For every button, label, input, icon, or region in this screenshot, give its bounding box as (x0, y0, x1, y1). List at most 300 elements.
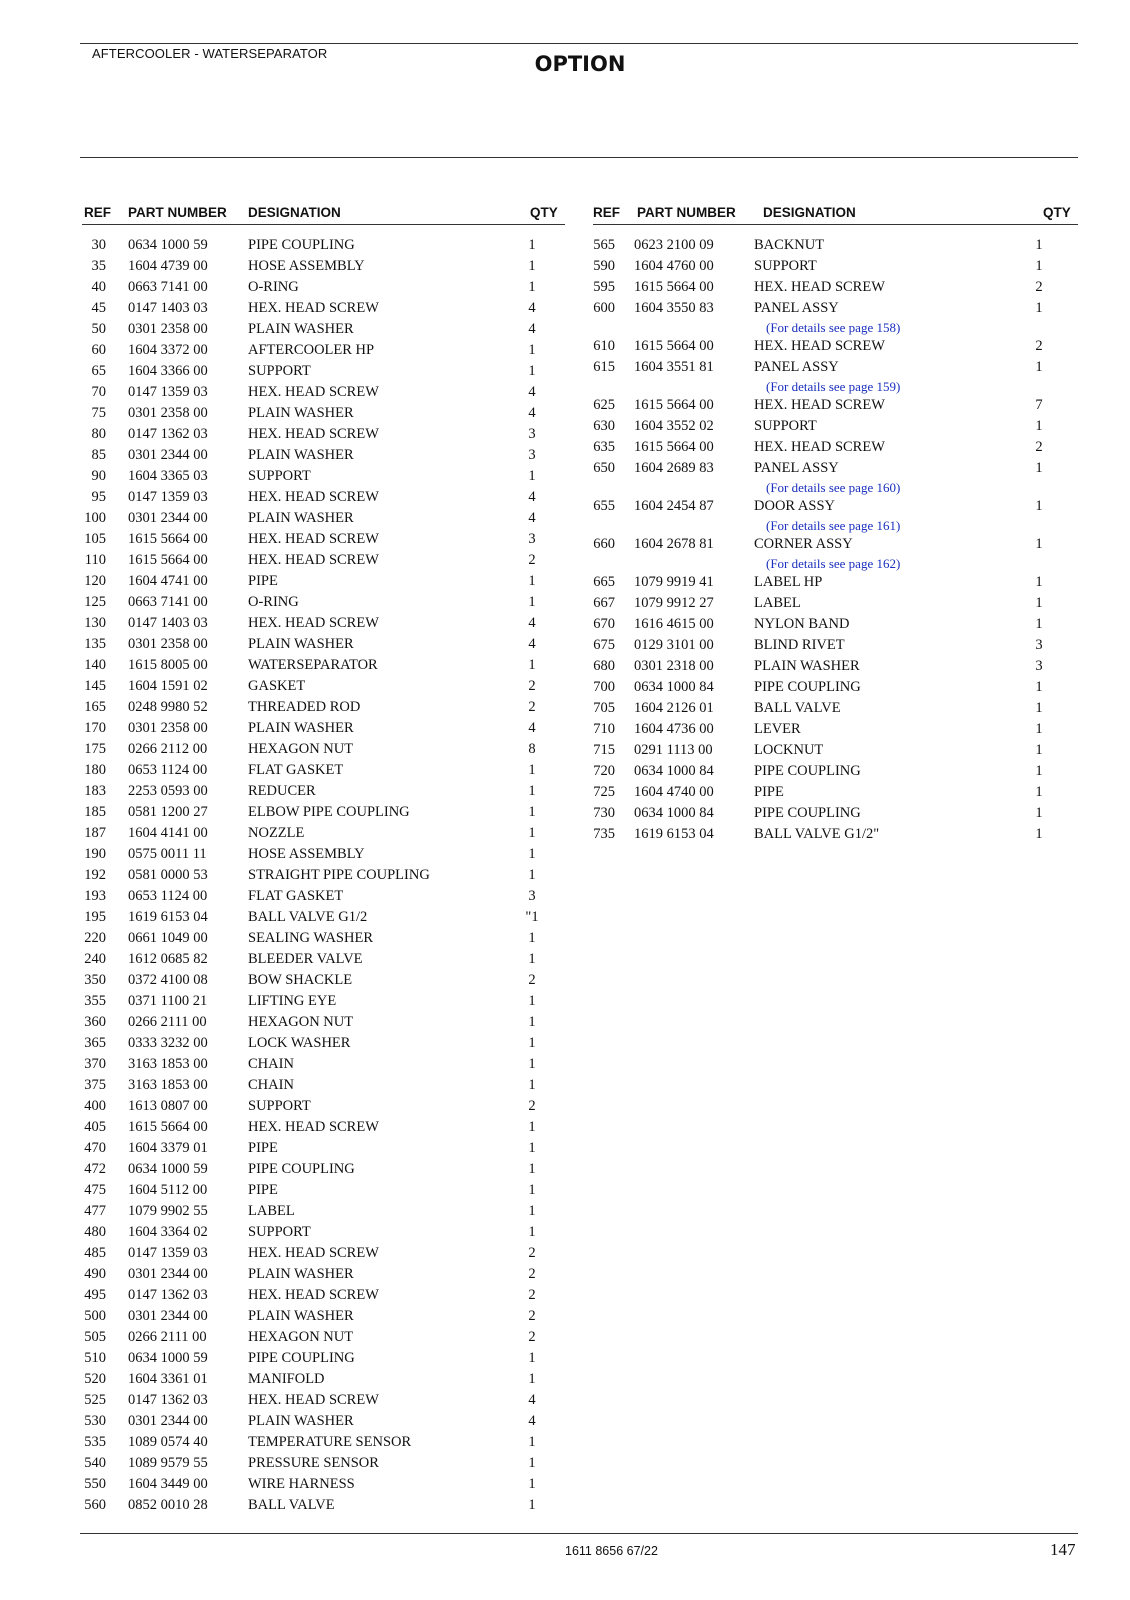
part-number-cell: 1615 8005 00 (128, 657, 208, 673)
designation-cell: WIRE HARNESS (248, 1476, 355, 1492)
section-title: AFTERCOOLER - WATERSEPARATOR (92, 46, 328, 61)
part-number-cell: 0248 9980 52 (128, 699, 208, 715)
qty-cell: 1 (1035, 460, 1043, 476)
designation-cell: LOCKNUT (754, 742, 824, 758)
designation-cell: PANEL ASSY (754, 359, 839, 375)
table-row (593, 656, 1078, 677)
ref-cell: 667 (593, 595, 615, 611)
designation-cell: THREADED ROD (248, 699, 361, 715)
table-row (82, 1285, 565, 1306)
top-rule (80, 43, 1078, 44)
ref-cell: 105 (84, 531, 106, 547)
designation-cell: SUPPORT (754, 258, 817, 274)
table-row (593, 677, 1078, 698)
part-number-cell: 0147 1403 03 (128, 300, 208, 316)
designation-cell: BLEEDER VALVE (248, 951, 363, 967)
part-number-cell: 0634 1000 59 (128, 1161, 208, 1177)
qty-cell: 1 (528, 342, 536, 358)
table-row (82, 1138, 565, 1159)
qty-cell: 4 (528, 384, 536, 400)
table-row (82, 466, 565, 487)
details-note (593, 517, 1078, 534)
part-number-cell: 1616 4615 00 (634, 616, 714, 632)
qty-cell: 1 (1035, 763, 1043, 779)
table-row (82, 571, 565, 592)
ref-cell: 520 (84, 1371, 106, 1387)
ref-cell: 725 (593, 784, 615, 800)
ref-cell: 193 (84, 888, 106, 904)
qty-cell: 1 (528, 657, 536, 673)
part-number-cell: 0634 1000 84 (634, 805, 714, 821)
part-number-cell: 0581 1200 27 (128, 804, 208, 820)
designation-cell: HEXAGON NUT (248, 741, 354, 757)
part-number-cell: 0301 2344 00 (128, 447, 208, 463)
part-number-cell: 1604 2126 01 (634, 700, 714, 716)
designation-cell: DOOR ASSY (754, 498, 835, 514)
table-row (82, 508, 565, 529)
designation-cell: PANEL ASSY (754, 460, 839, 476)
part-number-cell: 1604 3366 00 (128, 363, 208, 379)
ref-cell: 660 (593, 536, 615, 552)
part-number-cell: 0852 0010 28 (128, 1497, 208, 1513)
qty-cell: 1 (1035, 258, 1043, 274)
table-row (82, 1432, 565, 1453)
table-row (593, 698, 1078, 719)
designation-cell: HEX. HEAD SCREW (248, 489, 379, 505)
part-number-cell: 0301 2344 00 (128, 1413, 208, 1429)
table-row (82, 1012, 565, 1033)
table-row (82, 1369, 565, 1390)
part-number-cell: 0663 7141 00 (128, 279, 208, 295)
table-row (593, 336, 1078, 357)
ref-cell: 650 (593, 460, 615, 476)
designation-cell: HEX. HEAD SCREW (248, 1287, 379, 1303)
table-row (82, 592, 565, 613)
ref-cell: 495 (84, 1287, 106, 1303)
ref-cell: 360 (84, 1014, 106, 1030)
designation-cell: FLAT GASKET (248, 888, 344, 904)
qty-cell: 4 (528, 405, 536, 421)
part-number-cell: 1079 9902 55 (128, 1203, 208, 1219)
designation-cell: MANIFOLD (248, 1371, 325, 1387)
ref-cell: 135 (84, 636, 106, 652)
ref-cell: 120 (84, 573, 106, 589)
part-number-cell: 0663 7141 00 (128, 594, 208, 610)
table-row (593, 277, 1078, 298)
part-number-cell: 0623 2100 09 (634, 237, 714, 253)
qty-cell: 1 (528, 1371, 536, 1387)
qty-cell: 4 (528, 636, 536, 652)
part-number-cell: 1604 5112 00 (128, 1182, 208, 1198)
designation-cell: ELBOW PIPE COUPLING (248, 804, 410, 820)
table-row (82, 1117, 565, 1138)
ref-cell: 45 (91, 300, 106, 316)
designation-cell: HEX. HEAD SCREW (248, 615, 379, 631)
part-number-cell: 0372 4100 08 (128, 972, 208, 988)
ref-cell: 350 (84, 972, 106, 988)
qty-cell: 1 (528, 1182, 536, 1198)
designation-cell: PIPE (754, 784, 784, 800)
ref-cell: 530 (84, 1413, 106, 1429)
ref-cell: 192 (84, 867, 106, 883)
table-row (82, 1474, 565, 1495)
qty-cell: 1 (528, 930, 536, 946)
table-row (593, 235, 1078, 256)
ref-cell: 30 (91, 237, 106, 253)
designation-cell: PIPE COUPLING (754, 679, 861, 695)
table-row (593, 761, 1078, 782)
qty-cell: 1 (1035, 595, 1043, 611)
qty-cell: 1 (528, 1035, 536, 1051)
details-note-link: (For details see page 161) (766, 518, 901, 533)
ref-cell: 175 (84, 741, 106, 757)
ref-cell: 705 (593, 700, 615, 716)
table-header-row (82, 203, 565, 225)
qty-cell: 1 (1035, 237, 1043, 253)
designation-cell: BLIND RIVET (754, 637, 845, 653)
part-number-cell: 0147 1362 03 (128, 1287, 208, 1303)
part-number-cell: 1604 4760 00 (634, 258, 714, 274)
designation-cell: CORNER ASSY (754, 536, 853, 552)
qty-cell: 1 (1035, 721, 1043, 737)
table-row (82, 781, 565, 802)
table-row (82, 949, 565, 970)
designation-cell: SEALING WASHER (248, 930, 373, 946)
table-row (593, 635, 1078, 656)
part-number-cell: 1613 0807 00 (128, 1098, 208, 1114)
table-row (82, 1033, 565, 1054)
designation-cell: PLAIN WASHER (754, 658, 860, 674)
qty-cell: 3 (528, 531, 536, 547)
table-row (82, 1453, 565, 1474)
table-row (82, 1390, 565, 1411)
qty-cell: 8 (528, 741, 536, 757)
designation-cell: NOZZLE (248, 825, 305, 841)
ref-cell: 220 (84, 930, 106, 946)
ref-cell: 405 (84, 1119, 106, 1135)
part-number-cell: 0301 2318 00 (634, 658, 714, 674)
part-number-cell: 0653 1124 00 (128, 762, 208, 778)
part-number-cell: 1089 9579 55 (128, 1455, 208, 1471)
ref-cell: 195 (84, 909, 106, 925)
designation-cell: PRESSURE SENSOR (248, 1455, 379, 1471)
designation-cell: HEX. HEAD SCREW (248, 1245, 379, 1261)
designation-cell: HEXAGON NUT (248, 1014, 354, 1030)
table-row (593, 593, 1078, 614)
qty-cell: 1 (528, 279, 536, 295)
part-number-cell: 0301 2344 00 (128, 1308, 208, 1324)
part-number-cell: 1604 2689 83 (634, 460, 714, 476)
designation-cell: PANEL ASSY (754, 300, 839, 316)
designation-cell: LABEL (248, 1203, 295, 1219)
page-heading: OPTION (534, 52, 626, 76)
table-row (593, 782, 1078, 803)
qty-cell: 3 (528, 447, 536, 463)
qty-cell: 2 (528, 1308, 536, 1324)
table-row (593, 357, 1078, 378)
qty-cell: 4 (528, 489, 536, 505)
ref-cell: 735 (593, 826, 615, 842)
table-row (82, 1180, 565, 1201)
table-row (82, 319, 565, 340)
part-number-cell: 1079 9912 27 (634, 595, 714, 611)
part-number-cell: 1604 4736 00 (634, 721, 714, 737)
ref-cell: 400 (84, 1098, 106, 1114)
table-row (82, 1306, 565, 1327)
part-number-cell: 0147 1403 03 (128, 615, 208, 631)
ref-cell: 50 (91, 321, 106, 337)
qty-cell: 3 (528, 888, 536, 904)
col-header-ref: REF (593, 205, 620, 220)
ref-cell: 140 (84, 657, 106, 673)
designation-cell: PIPE COUPLING (248, 237, 355, 253)
ref-cell: 165 (84, 699, 106, 715)
table-row (82, 1348, 565, 1369)
qty-cell: 1 (528, 1056, 536, 1072)
part-number-cell: 1604 2678 81 (634, 536, 714, 552)
designation-cell: HEX. HEAD SCREW (248, 300, 379, 316)
qty-cell: 4 (528, 1392, 536, 1408)
table-row (593, 416, 1078, 437)
part-number-cell: 0147 1359 03 (128, 489, 208, 505)
designation-cell: PIPE (248, 573, 278, 589)
designation-cell: HEX. HEAD SCREW (248, 426, 379, 442)
qty-cell: 1 (528, 258, 536, 274)
qty-cell: "1 (525, 909, 539, 925)
qty-cell: 1 (528, 468, 536, 484)
part-number-cell: 1615 5664 00 (128, 552, 208, 568)
part-number-cell: 1604 3551 81 (634, 359, 714, 375)
designation-cell: LABEL HP (754, 574, 823, 590)
table-row (82, 424, 565, 445)
ref-cell: 670 (593, 616, 615, 632)
table-row (82, 1222, 565, 1243)
ref-cell: 505 (84, 1329, 106, 1345)
designation-cell: TEMPERATURE SENSOR (248, 1434, 412, 1450)
ref-cell: 540 (84, 1455, 106, 1471)
ref-cell: 90 (91, 468, 106, 484)
ref-cell: 655 (593, 498, 615, 514)
table-row (82, 865, 565, 886)
table-body-right (593, 235, 1078, 845)
qty-cell: 2 (528, 699, 536, 715)
part-number-cell: 0147 1362 03 (128, 1392, 208, 1408)
qty-cell: 3 (528, 426, 536, 442)
qty-cell: 1 (528, 1140, 536, 1156)
part-number-cell: 1604 1591 02 (128, 678, 208, 694)
part-number-cell: 1604 3361 01 (128, 1371, 208, 1387)
qty-cell: 2 (528, 1287, 536, 1303)
qty-cell: 2 (528, 972, 536, 988)
designation-cell: PLAIN WASHER (248, 510, 354, 526)
ref-cell: 95 (91, 489, 106, 505)
table-row (82, 1243, 565, 1264)
qty-cell: 2 (528, 1245, 536, 1261)
designation-cell: HEX. HEAD SCREW (754, 397, 885, 413)
designation-cell: PLAIN WASHER (248, 405, 354, 421)
ref-cell: 625 (593, 397, 615, 413)
table-row (82, 487, 565, 508)
designation-cell: HEX. HEAD SCREW (754, 439, 885, 455)
designation-cell: REDUCER (248, 783, 316, 799)
designation-cell: PLAIN WASHER (248, 1266, 354, 1282)
part-number-cell: 3163 1853 00 (128, 1056, 208, 1072)
ref-cell: 240 (84, 951, 106, 967)
qty-cell: 1 (1035, 359, 1043, 375)
part-number-cell: 1604 3365 03 (128, 468, 208, 484)
part-number-cell: 1089 0574 40 (128, 1434, 208, 1450)
table-row (82, 1201, 565, 1222)
ref-cell: 40 (91, 279, 106, 295)
table-row (593, 256, 1078, 277)
table-row (593, 614, 1078, 635)
ref-cell: 170 (84, 720, 106, 736)
ref-cell: 730 (593, 805, 615, 821)
ref-cell: 720 (593, 763, 615, 779)
ref-cell: 472 (84, 1161, 106, 1177)
table-row (82, 256, 565, 277)
designation-cell: PIPE COUPLING (248, 1350, 355, 1366)
qty-cell: 1 (528, 1203, 536, 1219)
ref-cell: 365 (84, 1035, 106, 1051)
part-number-cell: 1619 6153 04 (128, 909, 208, 925)
qty-cell: 2 (528, 1329, 536, 1345)
qty-cell: 1 (528, 1350, 536, 1366)
part-number-cell: 1604 3552 02 (634, 418, 714, 434)
designation-cell: GASKET (248, 678, 306, 694)
qty-cell: 1 (528, 1161, 536, 1177)
qty-cell: 1 (1035, 418, 1043, 434)
qty-cell: 2 (1035, 338, 1043, 354)
table-header-row (593, 203, 1078, 225)
details-note-link: (For details see page 160) (766, 480, 901, 495)
designation-cell: AFTERCOOLER HP (248, 342, 375, 358)
qty-cell: 1 (1035, 679, 1043, 695)
table-row (82, 802, 565, 823)
qty-cell: 1 (528, 1077, 536, 1093)
table-row (593, 496, 1078, 517)
designation-cell: HEX. HEAD SCREW (754, 338, 885, 354)
ref-cell: 535 (84, 1434, 106, 1450)
designation-cell: NYLON BAND (754, 616, 850, 632)
qty-cell: 3 (1035, 658, 1043, 674)
qty-cell: 4 (528, 615, 536, 631)
part-number-cell: 1615 5664 00 (128, 1119, 208, 1135)
table-row (82, 382, 565, 403)
designation-cell: LIFTING EYE (248, 993, 337, 1009)
designation-cell: LOCK WASHER (248, 1035, 351, 1051)
qty-cell: 1 (528, 1224, 536, 1240)
designation-cell: PIPE COUPLING (248, 1161, 355, 1177)
part-number-cell: 3163 1853 00 (128, 1077, 208, 1093)
ref-cell: 470 (84, 1140, 106, 1156)
table-row (82, 550, 565, 571)
table-row (593, 298, 1078, 319)
qty-cell: 1 (1035, 574, 1043, 590)
ref-cell: 125 (84, 594, 106, 610)
designation-cell: PIPE COUPLING (754, 763, 861, 779)
table-row (82, 361, 565, 382)
qty-cell: 1 (1035, 742, 1043, 758)
qty-cell: 1 (1035, 616, 1043, 632)
part-number-cell: 1615 5664 00 (634, 439, 714, 455)
ref-cell: 665 (593, 574, 615, 590)
designation-cell: CHAIN (248, 1077, 294, 1093)
designation-cell: PIPE (248, 1140, 278, 1156)
designation-cell: SUPPORT (754, 418, 817, 434)
qty-cell: 1 (528, 363, 536, 379)
part-number-cell: 2253 0593 00 (128, 783, 208, 799)
col-header-qty: QTY (530, 205, 558, 220)
table-row (82, 718, 565, 739)
designation-cell: PLAIN WASHER (248, 447, 354, 463)
designation-cell: BACKNUT (754, 237, 825, 253)
designation-cell: HEX. HEAD SCREW (248, 531, 379, 547)
ref-cell: 510 (84, 1350, 106, 1366)
qty-cell: 1 (528, 594, 536, 610)
table-row (82, 277, 565, 298)
ref-cell: 600 (593, 300, 615, 316)
part-number-cell: 1612 0685 82 (128, 951, 208, 967)
ref-cell: 70 (91, 384, 106, 400)
details-note (593, 555, 1078, 572)
ref-cell: 35 (91, 258, 106, 274)
qty-cell: 4 (528, 300, 536, 316)
qty-cell: 1 (528, 783, 536, 799)
parts-table-left (82, 203, 565, 1516)
part-number-cell: 0301 2358 00 (128, 636, 208, 652)
table-row (593, 534, 1078, 555)
qty-cell: 3 (1035, 637, 1043, 653)
part-number-cell: 0634 1000 84 (634, 679, 714, 695)
table-row (82, 970, 565, 991)
part-number-cell: 0147 1359 03 (128, 384, 208, 400)
ref-cell: 560 (84, 1497, 106, 1513)
part-number-cell: 0301 2358 00 (128, 405, 208, 421)
table-row (82, 1495, 565, 1516)
part-number-cell: 0301 2358 00 (128, 720, 208, 736)
designation-cell: BALL VALVE G1/2" (754, 826, 880, 842)
part-number-cell: 0266 2112 00 (128, 741, 208, 757)
part-number-cell: 0371 1100 21 (128, 993, 208, 1009)
table-row (593, 740, 1078, 761)
designation-cell: SUPPORT (248, 1224, 311, 1240)
ref-cell: 615 (593, 359, 615, 375)
part-number-cell: 1604 3449 00 (128, 1476, 208, 1492)
qty-cell: 1 (528, 951, 536, 967)
qty-cell: 1 (528, 1497, 536, 1513)
ref-cell: 490 (84, 1266, 106, 1282)
part-number-cell: 1604 3372 00 (128, 342, 208, 358)
table-row (82, 928, 565, 949)
qty-cell: 1 (528, 1014, 536, 1030)
part-number-cell: 0653 1124 00 (128, 888, 208, 904)
part-number-cell: 0301 2344 00 (128, 510, 208, 526)
table-row (82, 634, 565, 655)
table-row (593, 437, 1078, 458)
ref-cell: 635 (593, 439, 615, 455)
table-row (82, 844, 565, 865)
part-number-cell: 0266 2111 00 (128, 1329, 207, 1345)
part-number-cell: 1604 3364 02 (128, 1224, 208, 1240)
designation-cell: HEX. HEAD SCREW (248, 552, 379, 568)
ref-cell: 145 (84, 678, 106, 694)
ref-cell: 500 (84, 1308, 106, 1324)
ref-cell: 187 (84, 825, 106, 841)
ref-cell: 110 (84, 552, 106, 568)
part-number-cell: 0634 1000 59 (128, 1350, 208, 1366)
table-row (82, 697, 565, 718)
